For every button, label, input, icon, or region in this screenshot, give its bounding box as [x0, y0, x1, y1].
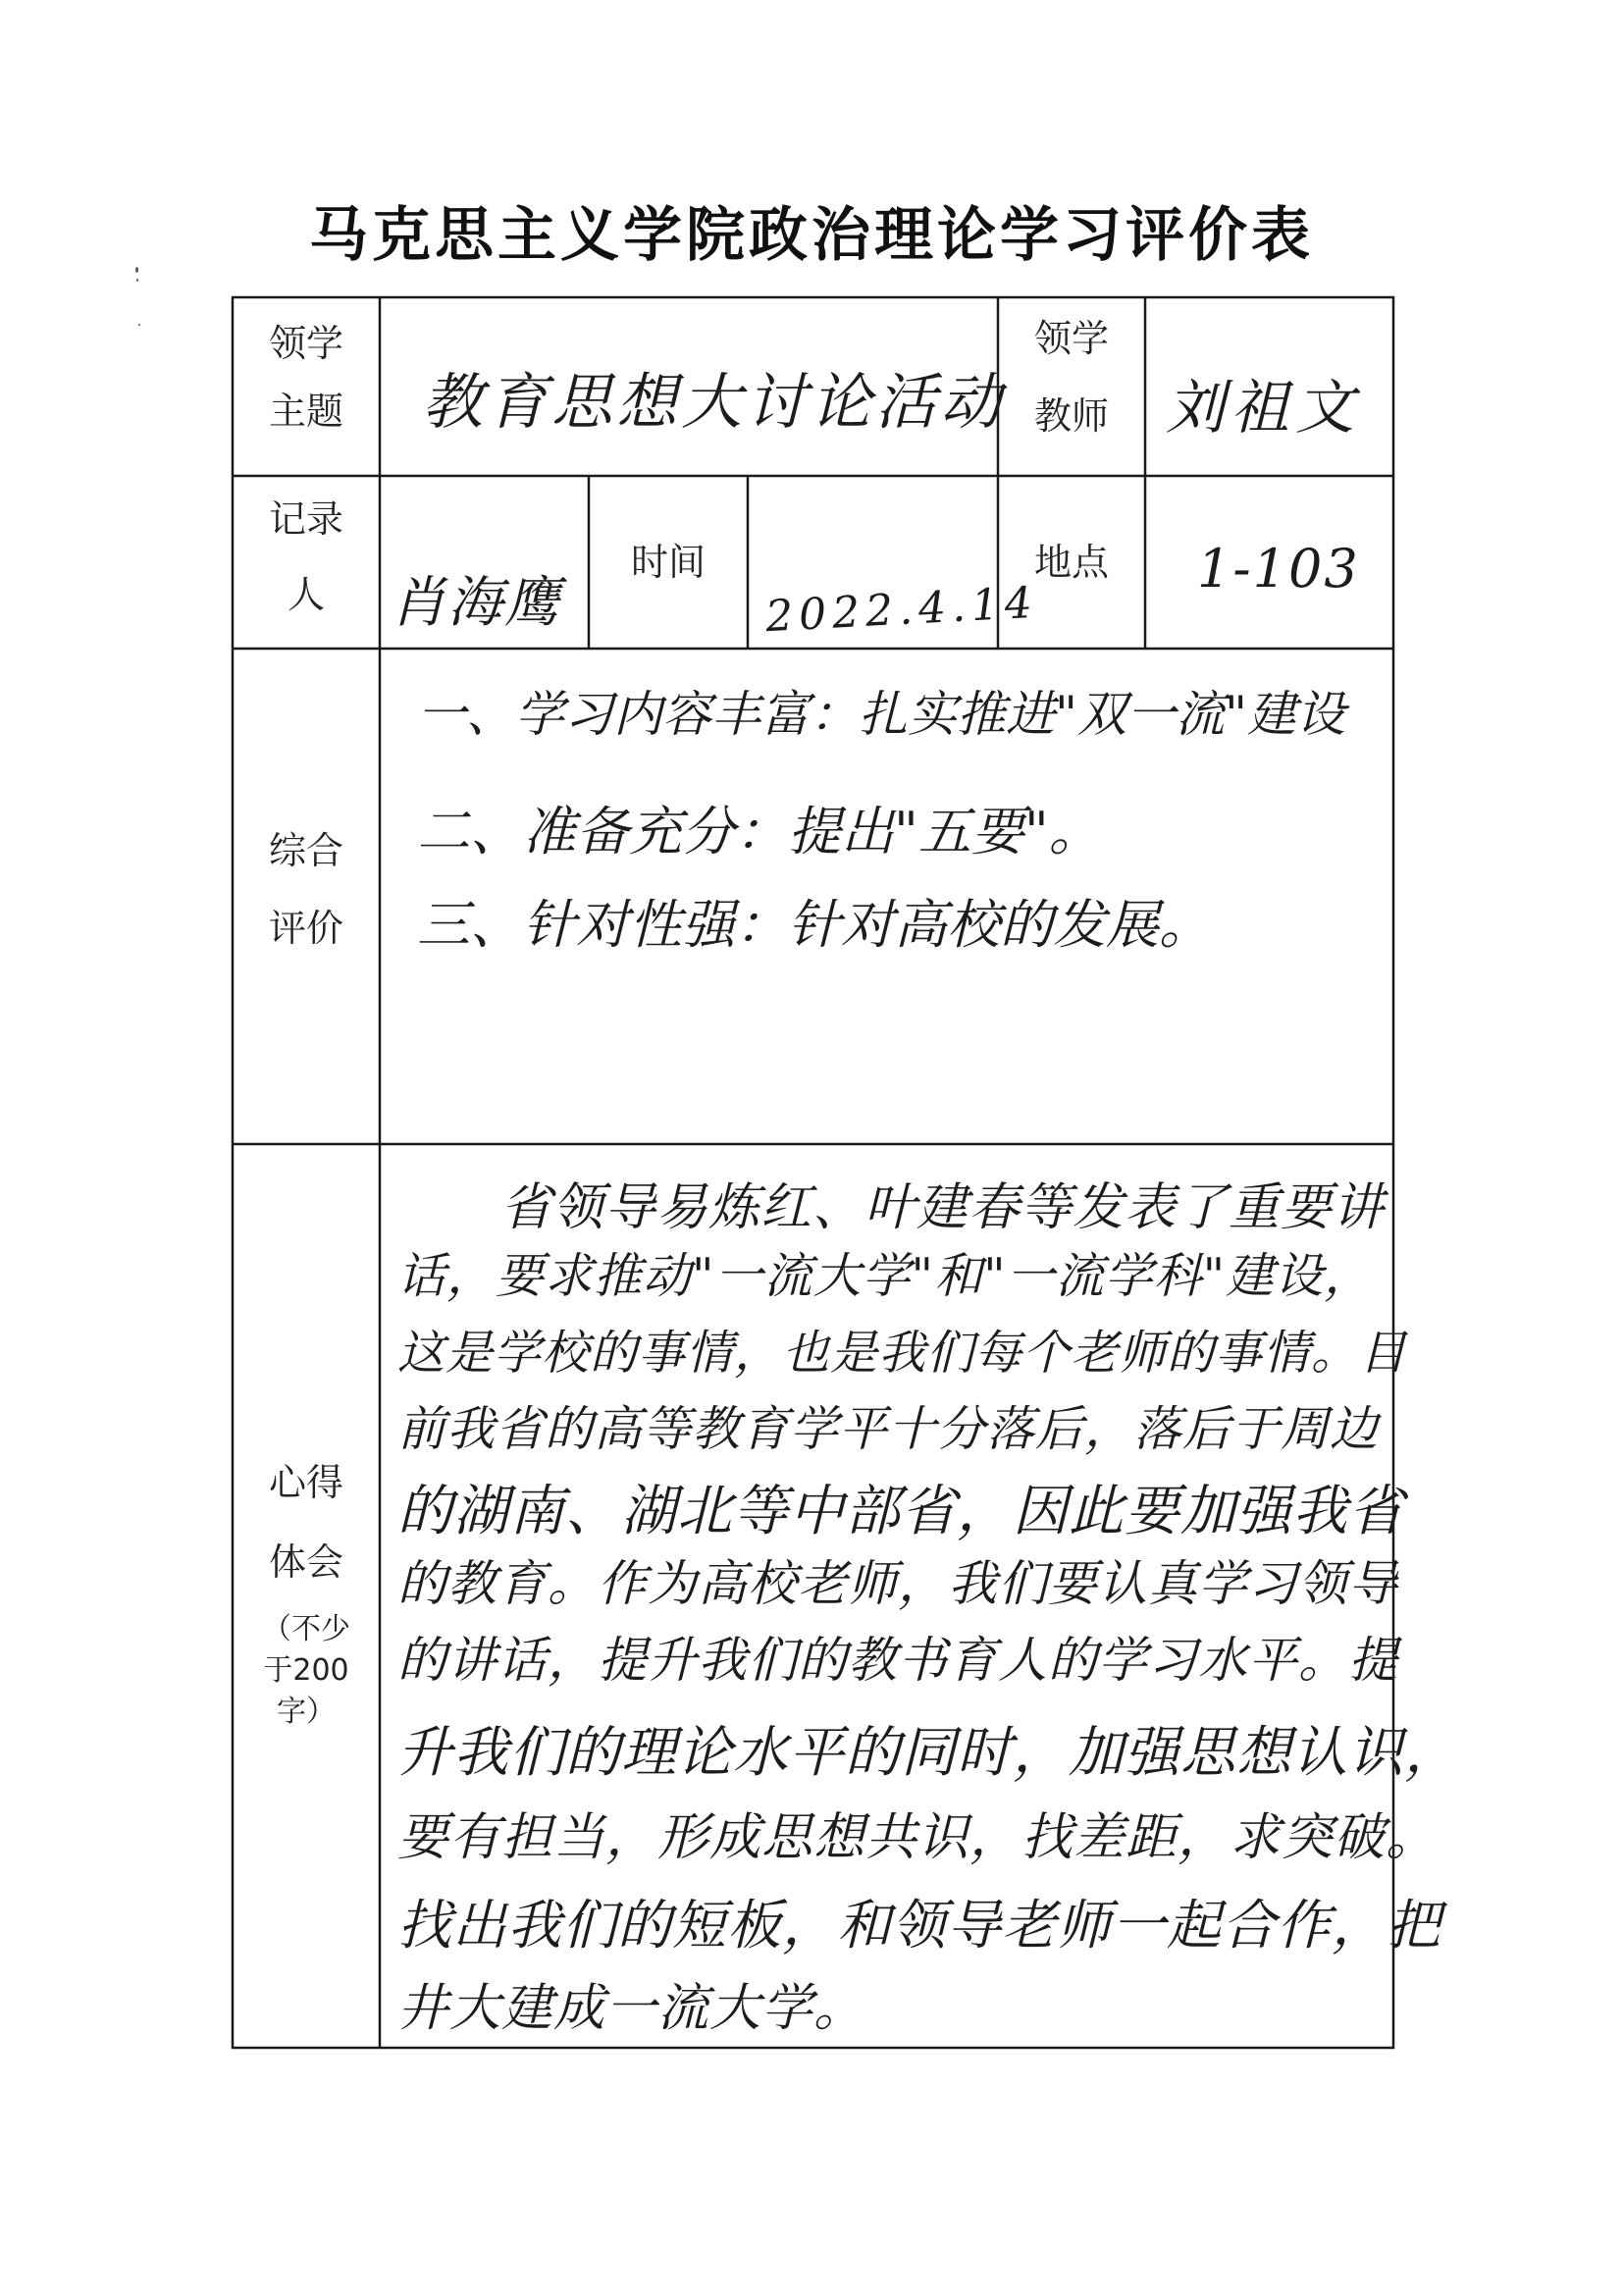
reflection-note-line-1: （不少 [262, 1612, 350, 1646]
evaluation-label [233, 824, 380, 956]
reflection-line: 话，要求推动"一流大学"和"一流学科"建设， [397, 1248, 1374, 1304]
evaluation-line: 三、针对性强：针对高校的发展。 [417, 894, 1212, 956]
reflection-line: 的湖南、湖北等中部省，因此要加强我省 [397, 1480, 1404, 1543]
reflection-label-line-1: 心得 [268, 1461, 343, 1504]
reflection-label-line-2: 体会 [268, 1540, 343, 1585]
place-value: 1-103 [1197, 538, 1360, 600]
scan-speck [138, 324, 140, 326]
reflection-line: 的讲话，提升我们的教书育人的学习水平。提 [397, 1632, 1398, 1689]
scan-speck [135, 267, 138, 273]
reflection-line: 的教育。作为高校老师，我们要认真学习领导 [397, 1555, 1398, 1612]
reflection-note-line-3: 字） [277, 1695, 336, 1729]
evaluation-line: 二、准备充分：提出"五要"。 [417, 801, 1102, 862]
recorder-label [233, 493, 380, 622]
time-value: 2022.4.14 [763, 577, 1040, 643]
topic-label [233, 317, 380, 439]
recorder-value: 肖海鹰 [391, 571, 561, 635]
teacher-label-line-2: 教师 [1033, 394, 1109, 439]
reflection-line: 升我们的理论水平的同时，加强思想认识， [397, 1721, 1460, 1785]
place-label: 地点 [1033, 541, 1109, 584]
reflection-note-line-2: 于200 [263, 1653, 349, 1688]
reflection-line: 井大建成一流大学。 [397, 1979, 866, 2038]
reflection-line: 找出我们的短板，和领导老师一起合作，把 [397, 1894, 1442, 1957]
page-title: 马克思主义学院政治理论学习评价表 [309, 201, 1314, 270]
reflection-line: 前我省的高等教育学平十分落后，落后于周边 [397, 1401, 1380, 1457]
evaluation-line: 一、学习内容丰富：扎实推进"双一流"建设 [417, 686, 1345, 743]
teacher-label [998, 312, 1145, 444]
topic-value: 教育思想大讨论活动 [422, 366, 1006, 438]
reflection-line: 省领导易炼红、叶建春等发表了重要讲 [500, 1178, 1386, 1237]
topic-label-line-2: 主题 [268, 390, 343, 434]
reflection-line: 要有担当，形成思想共识，找差距，求突破。 [397, 1808, 1439, 1867]
scan-speck [136, 279, 138, 282]
reflection-note [233, 1609, 380, 1733]
recorder-label-line-1: 记录 [268, 497, 343, 541]
evaluation-label-line-1: 综合 [268, 829, 343, 872]
recorder-label-line-2: 人 [287, 573, 325, 617]
teacher-label-line-1: 领学 [1033, 317, 1109, 360]
time-label: 时间 [630, 541, 706, 584]
teacher-value: 刘祖文 [1166, 374, 1360, 443]
reflection-label [233, 1456, 380, 1590]
topic-label-line-1: 领学 [268, 322, 343, 365]
reflection-line: 这是学校的事情，也是我们每个老师的事情。目 [397, 1326, 1408, 1381]
evaluation-label-line-2: 评价 [268, 907, 343, 951]
